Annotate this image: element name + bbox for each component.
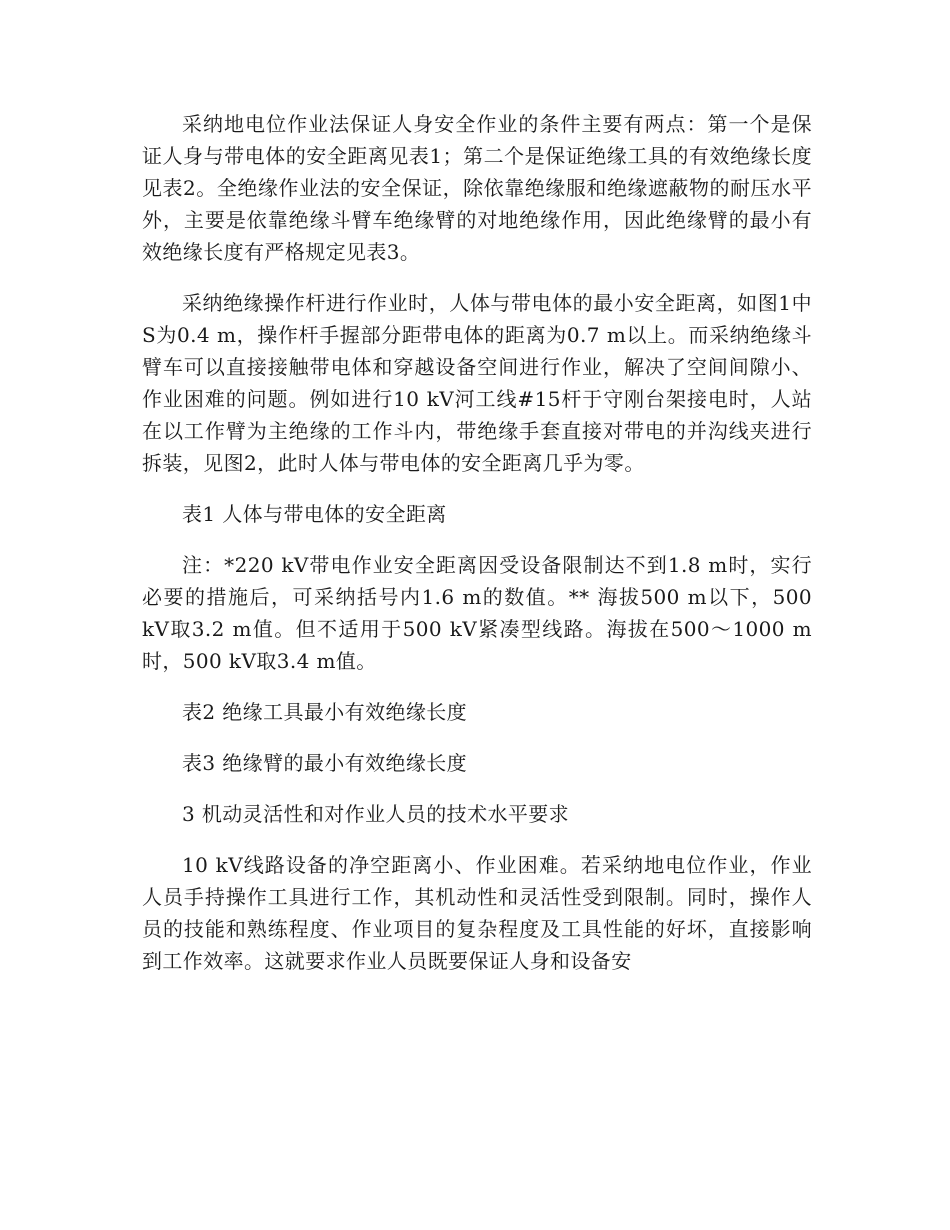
table-caption-2: 表2 绝缘工具最小有效绝缘长度 bbox=[182, 700, 468, 724]
section-heading-3: 3 机动灵活性和对作业人员的技术水平要求 bbox=[182, 802, 570, 826]
paragraph-insulated-rod-work: 采纳绝缘操作杆进行作业时，人体与带电体的最小安全距离，如图1中S为0.4 m，操作杆手握部分距带电体的距离为0.7 m以上。而采纳绝缘斗臂车可以直接接触带电体和穿越设备空间进行作业，解决了空间间隙小、作业困难的问题。例如进行10 kV河工线#15杆于守刚台架接电时，人站在以工作臂为主绝缘的工作斗内，带绝缘手套直接对带电的并沟线夹进行拆装，见图2，此时人体与带电体的安全距离几乎为零。 bbox=[142, 291, 812, 475]
table-note: 注：*220 kV带电作业安全距离因受设备限制达不到1.8 m时，实行必要的措施后，可采纳括号内1.6 m的数值。** 海拔500 m以下，500 kV取3.2 m值。但不适用于500 kV紧凑型线路。海拔在500～1000 m时，500 kV取3.4 m值。 bbox=[142, 553, 812, 673]
paragraph-mobility-requirements: 10 kV线路设备的净空距离小、作业困难。若采纳地电位作业，作业人员手持操作工具进行工作，其机动性和灵活性受到限制。同时，操作人员的技能和熟练程度、作业项目的复杂程度及工具性能的好坏，直接影响到工作效率。这就要求作业人员既要保证人身和设备安 bbox=[142, 853, 812, 973]
table-caption-1: 表1 人体与带电体的安全距离 bbox=[182, 502, 447, 526]
document-body bbox=[142, 108, 812, 977]
table-caption-3: 表3 绝缘臂的最小有效绝缘长度 bbox=[182, 751, 468, 775]
paragraph-safety-conditions: 采纳地电位作业法保证人身安全作业的条件主要有两点：第一个是保证人身与带电体的安全距离见表1；第二个是保证绝缘工具的有效绝缘长度见表2。全绝缘作业法的安全保证，除依靠绝缘服和绝缘遮蔽物的耐压水平外，主要是依靠绝缘斗臂车绝缘臂的对地绝缘作用，因此绝缘臂的最小有效绝缘长度有严格规定见表3。 bbox=[142, 112, 812, 264]
